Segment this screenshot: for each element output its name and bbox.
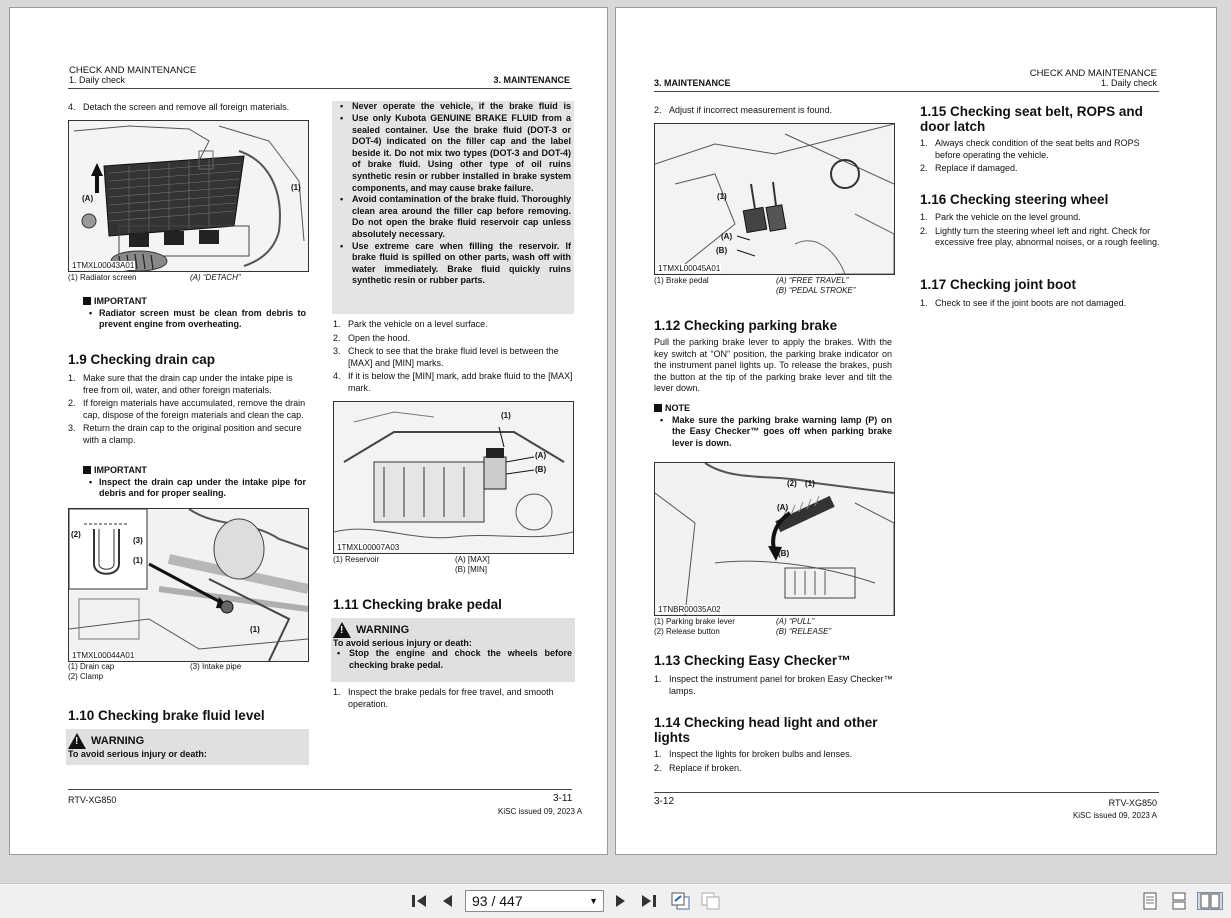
warning-text: To avoid serious injury or death: [333, 638, 472, 648]
header-section: CHECK AND MAINTENANCE [1029, 68, 1157, 79]
list-item: 2. If foreign materials have accumulated, remove the drain cap, dispose of the foreign materials and clean the cap. [68, 398, 306, 420]
parking-brake-illustration [655, 463, 894, 615]
next-page-button[interactable] [611, 892, 631, 910]
list-item: 1. Inspect the lights for broken bulbs and lenses. [654, 749, 853, 759]
brake-fluid-steps [333, 319, 573, 396]
warning-title: WARNING [91, 735, 145, 747]
previous-page-button[interactable] [437, 892, 457, 910]
heading-1-14: 1.14 Checking head light and other lights [654, 715, 878, 745]
important-square-icon [83, 297, 91, 305]
list-item: 2. Adjust if incorrect measurement is found. [654, 105, 833, 115]
callout-a: (A) [82, 194, 94, 203]
last-page-button[interactable] [639, 892, 661, 910]
list-item: 1. Always check condition of the seat belts and ROPS before operating the vehicle. [920, 138, 1140, 160]
callout-b: (B) [716, 246, 728, 255]
figure-id: 1TMXL00043A01 [72, 261, 135, 270]
list-item: 1. Make sure that the drain cap under the intake pipe is free from oil, water, and other foreign materials. [68, 373, 293, 395]
callout-1: (1) [805, 479, 815, 488]
callout-1b: (1) [250, 625, 260, 634]
footer-rule [68, 789, 572, 790]
important-title: IMPORTANT [94, 465, 147, 475]
last-page-icon [640, 892, 660, 910]
joint-boot-steps [920, 298, 1160, 312]
caption-detach: (A) “DETACH” [190, 273, 241, 282]
figure-parking-brake [654, 462, 895, 616]
warning-bullet: Use extreme care when filling the reservoir. If brake fluid is spilled on other parts, wash off with water immediately. Brake fluid quickly ruins synthetic resin or rubber parts. [352, 240, 571, 286]
viewer-toolbar [0, 883, 1231, 918]
caption-clamp: (2) Clamp [68, 672, 104, 681]
note-box: NOTE • Make sure the parking brake warning lamp (P) on the Easy Checker™ goes off when parking brake lever is down. [654, 403, 892, 449]
callout-2: (2) [71, 530, 81, 539]
reservoir-illustration [334, 402, 573, 553]
note-title: NOTE [665, 403, 691, 413]
list-item: 1. Park the vehicle on a level surface. [333, 319, 488, 329]
brake-pedal-illustration [655, 124, 894, 274]
heading-1-9: 1.9 Checking drain cap [68, 352, 216, 367]
important-box-radiator: IMPORTANT • Radiator screen must be clean from debris to prevent engine from overheating. [83, 296, 306, 331]
callout-3: (3) [133, 536, 143, 545]
warning-title: WARNING [356, 624, 410, 636]
important-square-icon [83, 466, 91, 474]
footer-issue: KiSC issued 09, 2023 A [498, 807, 583, 816]
list-item: 2. Lightly turn the steering wheel left and right. Check for excessive free play, abnormal noises, or a rough feeling. [920, 225, 1160, 247]
important-bullet: Inspect the drain cap under the intake pipe for debris and for proper sealing. [99, 476, 306, 499]
warning-bullet: Never operate the vehicle, if the brake fluid is [352, 101, 571, 111]
callout-a: (A) [777, 503, 789, 512]
figure-reservoir [333, 401, 574, 554]
single-page-view-button[interactable] [1140, 892, 1160, 910]
list-item: 1. Check to see if the joint boots are not damaged. [920, 298, 1127, 308]
seat-belt-steps [920, 138, 1160, 177]
parking-brake-paragraph: Pull the parking brake lever to apply the brakes. With the key switch at “ON” position, the parking brake indicator on the instrument panel lights up. To release the brakes, push the button at the tip of the parking brake lever and tilt the lever down. [654, 337, 892, 393]
warning-triangle-icon: ! [333, 622, 351, 638]
list-item: 1. Inspect the instrument panel for broken Easy Checker™ lamps. [654, 674, 893, 696]
callout-b: (B) [535, 465, 547, 474]
first-page-button[interactable] [409, 892, 429, 910]
caption-drain-cap: (1) Drain cap [68, 662, 115, 671]
warning-bullet: Stop the engine and chock the wheels before checking brake pedal. [349, 648, 572, 670]
step-list [68, 102, 306, 116]
callout-b: (B) [778, 549, 790, 558]
caption-pedal-stroke: (B) “PEDAL STROKE” [776, 286, 856, 295]
radiator-screen-illustration [69, 121, 308, 271]
callout-1: (1) [717, 192, 727, 201]
figure-brake-pedal [654, 123, 895, 275]
caption-pull: (A) “PULL” [776, 617, 815, 626]
step-list [654, 105, 894, 119]
important-box-drain-cap: IMPORTANT • Inspect the drain cap under the intake pipe for debris and for proper sealing. [83, 465, 306, 500]
important-bullet: Radiator screen must be clean from debris to prevent engine from overheating. [99, 307, 306, 330]
footer-rule [654, 792, 1159, 793]
go-forward-icon [699, 891, 721, 911]
header-chapter: 3. MAINTENANCE [654, 78, 731, 88]
header-rule [654, 91, 1159, 92]
callout-1: (1) [291, 183, 301, 192]
figure-id: 1TMXL00007A03 [337, 543, 400, 552]
caption-reservoir: (1) Reservoir [333, 555, 380, 564]
heading-1-12: 1.12 Checking parking brake [654, 318, 838, 333]
figure-id: 1TMXL00045A01 [658, 264, 721, 273]
continuous-view-button[interactable] [1169, 892, 1189, 910]
two-page-view-button[interactable] [1197, 892, 1223, 910]
brake-pedal-steps [333, 687, 573, 712]
lights-steps [654, 749, 894, 776]
chevron-down-icon[interactable]: ▼ [589, 896, 598, 906]
footer-model: RTV-XG850 [1108, 798, 1157, 808]
figure-id: 1TNBR00035A02 [658, 605, 721, 614]
list-item: 4. Detach the screen and remove all foreign materials. [68, 102, 290, 112]
header-section: CHECK AND MAINTENANCE [69, 65, 197, 76]
footer-page-number: 3-12 [654, 796, 675, 807]
callout-a: (A) [721, 232, 733, 241]
two-page-icon [1199, 893, 1221, 909]
caption-intake-pipe: (3) Intake pipe [190, 662, 242, 671]
go-forward-button[interactable] [698, 892, 722, 910]
footer-issue: KiSC issued 09, 2023 A [1072, 811, 1157, 820]
page-3-11 [9, 7, 608, 855]
heading-1-17: 1.17 Checking joint boot [920, 277, 1077, 292]
note-square-icon [654, 404, 662, 412]
heading-1-11: 1.11 Checking brake pedal [333, 597, 502, 612]
prev-page-icon [438, 892, 456, 910]
warning-triangle-icon: ! [68, 733, 86, 749]
figure-id: 1TMXL00044A01 [72, 651, 135, 660]
caption-radiator-screen: (1) Radiator screen [68, 273, 137, 282]
header-rule [68, 88, 572, 89]
warning-bullet: Use only Kubota GENUINE BRAKE FLUID from a sealed container. Use the brake fluid (DOT-3 or DOT-4) indicated on the filler cap and the label beside it. Do not mix two types (DOT-3 and DOT-4) of brake fluid. Using other type of oil ruins synthetic resin or rubber installed in brake system components, and may cause brake failure. [352, 113, 571, 193]
caption-free-travel: (A) “FREE TRAVEL” [776, 276, 849, 285]
warning-box-brake-pedal: ! WARNING To avoid serious injury or death: • Stop the engine and chock the wheels before checking brake pedal. [331, 618, 575, 682]
heading-1-13: 1.13 Checking Easy Checker™ [654, 653, 851, 668]
caption-release-button: (2) Release button [654, 627, 720, 636]
note-bullet: Make sure the parking brake warning lamp (P) on the Easy Checker™ goes off when parking brake lever is down. [672, 414, 892, 448]
page-3-12 [615, 7, 1217, 855]
list-item: 3. Return the drain cap to the original position and secure with a clamp. [68, 423, 302, 445]
caption-brake-pedal: (1) Brake pedal [654, 276, 709, 285]
figure-drain-cap [68, 508, 309, 662]
go-back-icon [669, 891, 691, 911]
page-number-text: 93 / 447 [472, 893, 523, 909]
heading-1-16: 1.16 Checking steering wheel [920, 192, 1109, 207]
caption-max: (A) [MAX] [455, 555, 490, 564]
caption-min: (B) [MIN] [455, 565, 487, 574]
warning-text: To avoid serious injury or death: [68, 749, 207, 759]
page-number-input[interactable] [465, 890, 604, 912]
callout-2: (2) [787, 479, 797, 488]
header-sub: 1. Daily check [69, 75, 126, 85]
caption-release: (B) “RELEASE” [776, 627, 832, 636]
header-sub: 1. Daily check [1100, 78, 1157, 88]
heading-1-15: 1.15 Checking seat belt, ROPS and door latch [920, 104, 1143, 134]
warning-box-brake-fluid [66, 729, 309, 765]
callout-a: (A) [535, 451, 547, 460]
list-item: 2. Replace if damaged. [920, 163, 1018, 173]
important-title: IMPORTANT [94, 296, 147, 306]
drain-cap-illustration [69, 509, 308, 661]
next-page-icon [612, 892, 630, 910]
first-page-icon [410, 892, 428, 910]
list-item: 3. Check to see that the brake fluid level is between the [MAX] and [MIN] marks. [333, 346, 559, 368]
list-item: 1. Inspect the brake pedals for free travel, and smooth operation. [333, 687, 554, 709]
footer-model: RTV-XG850 [68, 795, 117, 805]
list-item: 4. If it is below the [MIN] mark, add brake fluid to the [MAX] mark. [333, 371, 573, 393]
single-page-icon [1142, 892, 1158, 910]
warning-bullet: Avoid contamination of the brake fluid. Thoroughly clean area around the filler cap before removing. Do not open the brake fluid reservoir cap unless absolutely necessary. [352, 194, 571, 239]
footer-page-number: 3-11 [553, 793, 573, 804]
header-chapter: 3. MAINTENANCE [493, 75, 570, 85]
steering-wheel-steps [920, 212, 1160, 251]
list-item: 2. Open the hood. [333, 332, 411, 343]
continuous-page-icon [1171, 892, 1187, 910]
drain-cap-steps [68, 373, 306, 448]
callout-1: (1) [133, 556, 143, 565]
warning-box-brake-fluid-continued: • Never operate the vehicle, if the brake fluid is • Use only Kubota GENUINE BRAKE FLUID from a sealed container. Use the brake fluid (DOT-3 or DOT-4) indicated on the filler cap and the label beside it. Do not mix two types (DOT-3 and DOT-4) of brake fluid. Using other type of oil ruins synthetic resin or rubber installed in brake system components, and may cause brake failure. • Avoid contamination of the brake fluid. Thoroughly clean area around the filler cap before removing. Do not open the brake fluid reservoir cap unless absolutely necessary. • Use extreme care when filling the reservoir. If brake fluid is spilled on other parts, wash off with water immediately. Brake fluid quickly ruins synthetic resin or rubber parts. [332, 101, 574, 314]
list-item: 1. Park the vehicle on the level ground. [920, 212, 1081, 222]
caption-parking-brake-lever: (1) Parking brake lever [654, 617, 735, 626]
go-back-button[interactable] [668, 892, 692, 910]
callout-1: (1) [501, 411, 511, 420]
heading-1-10: 1.10 Checking brake fluid level [68, 708, 265, 723]
easy-checker-steps [654, 674, 894, 699]
list-item: 2. Replace if broken. [654, 762, 742, 773]
figure-radiator-screen [68, 120, 309, 272]
